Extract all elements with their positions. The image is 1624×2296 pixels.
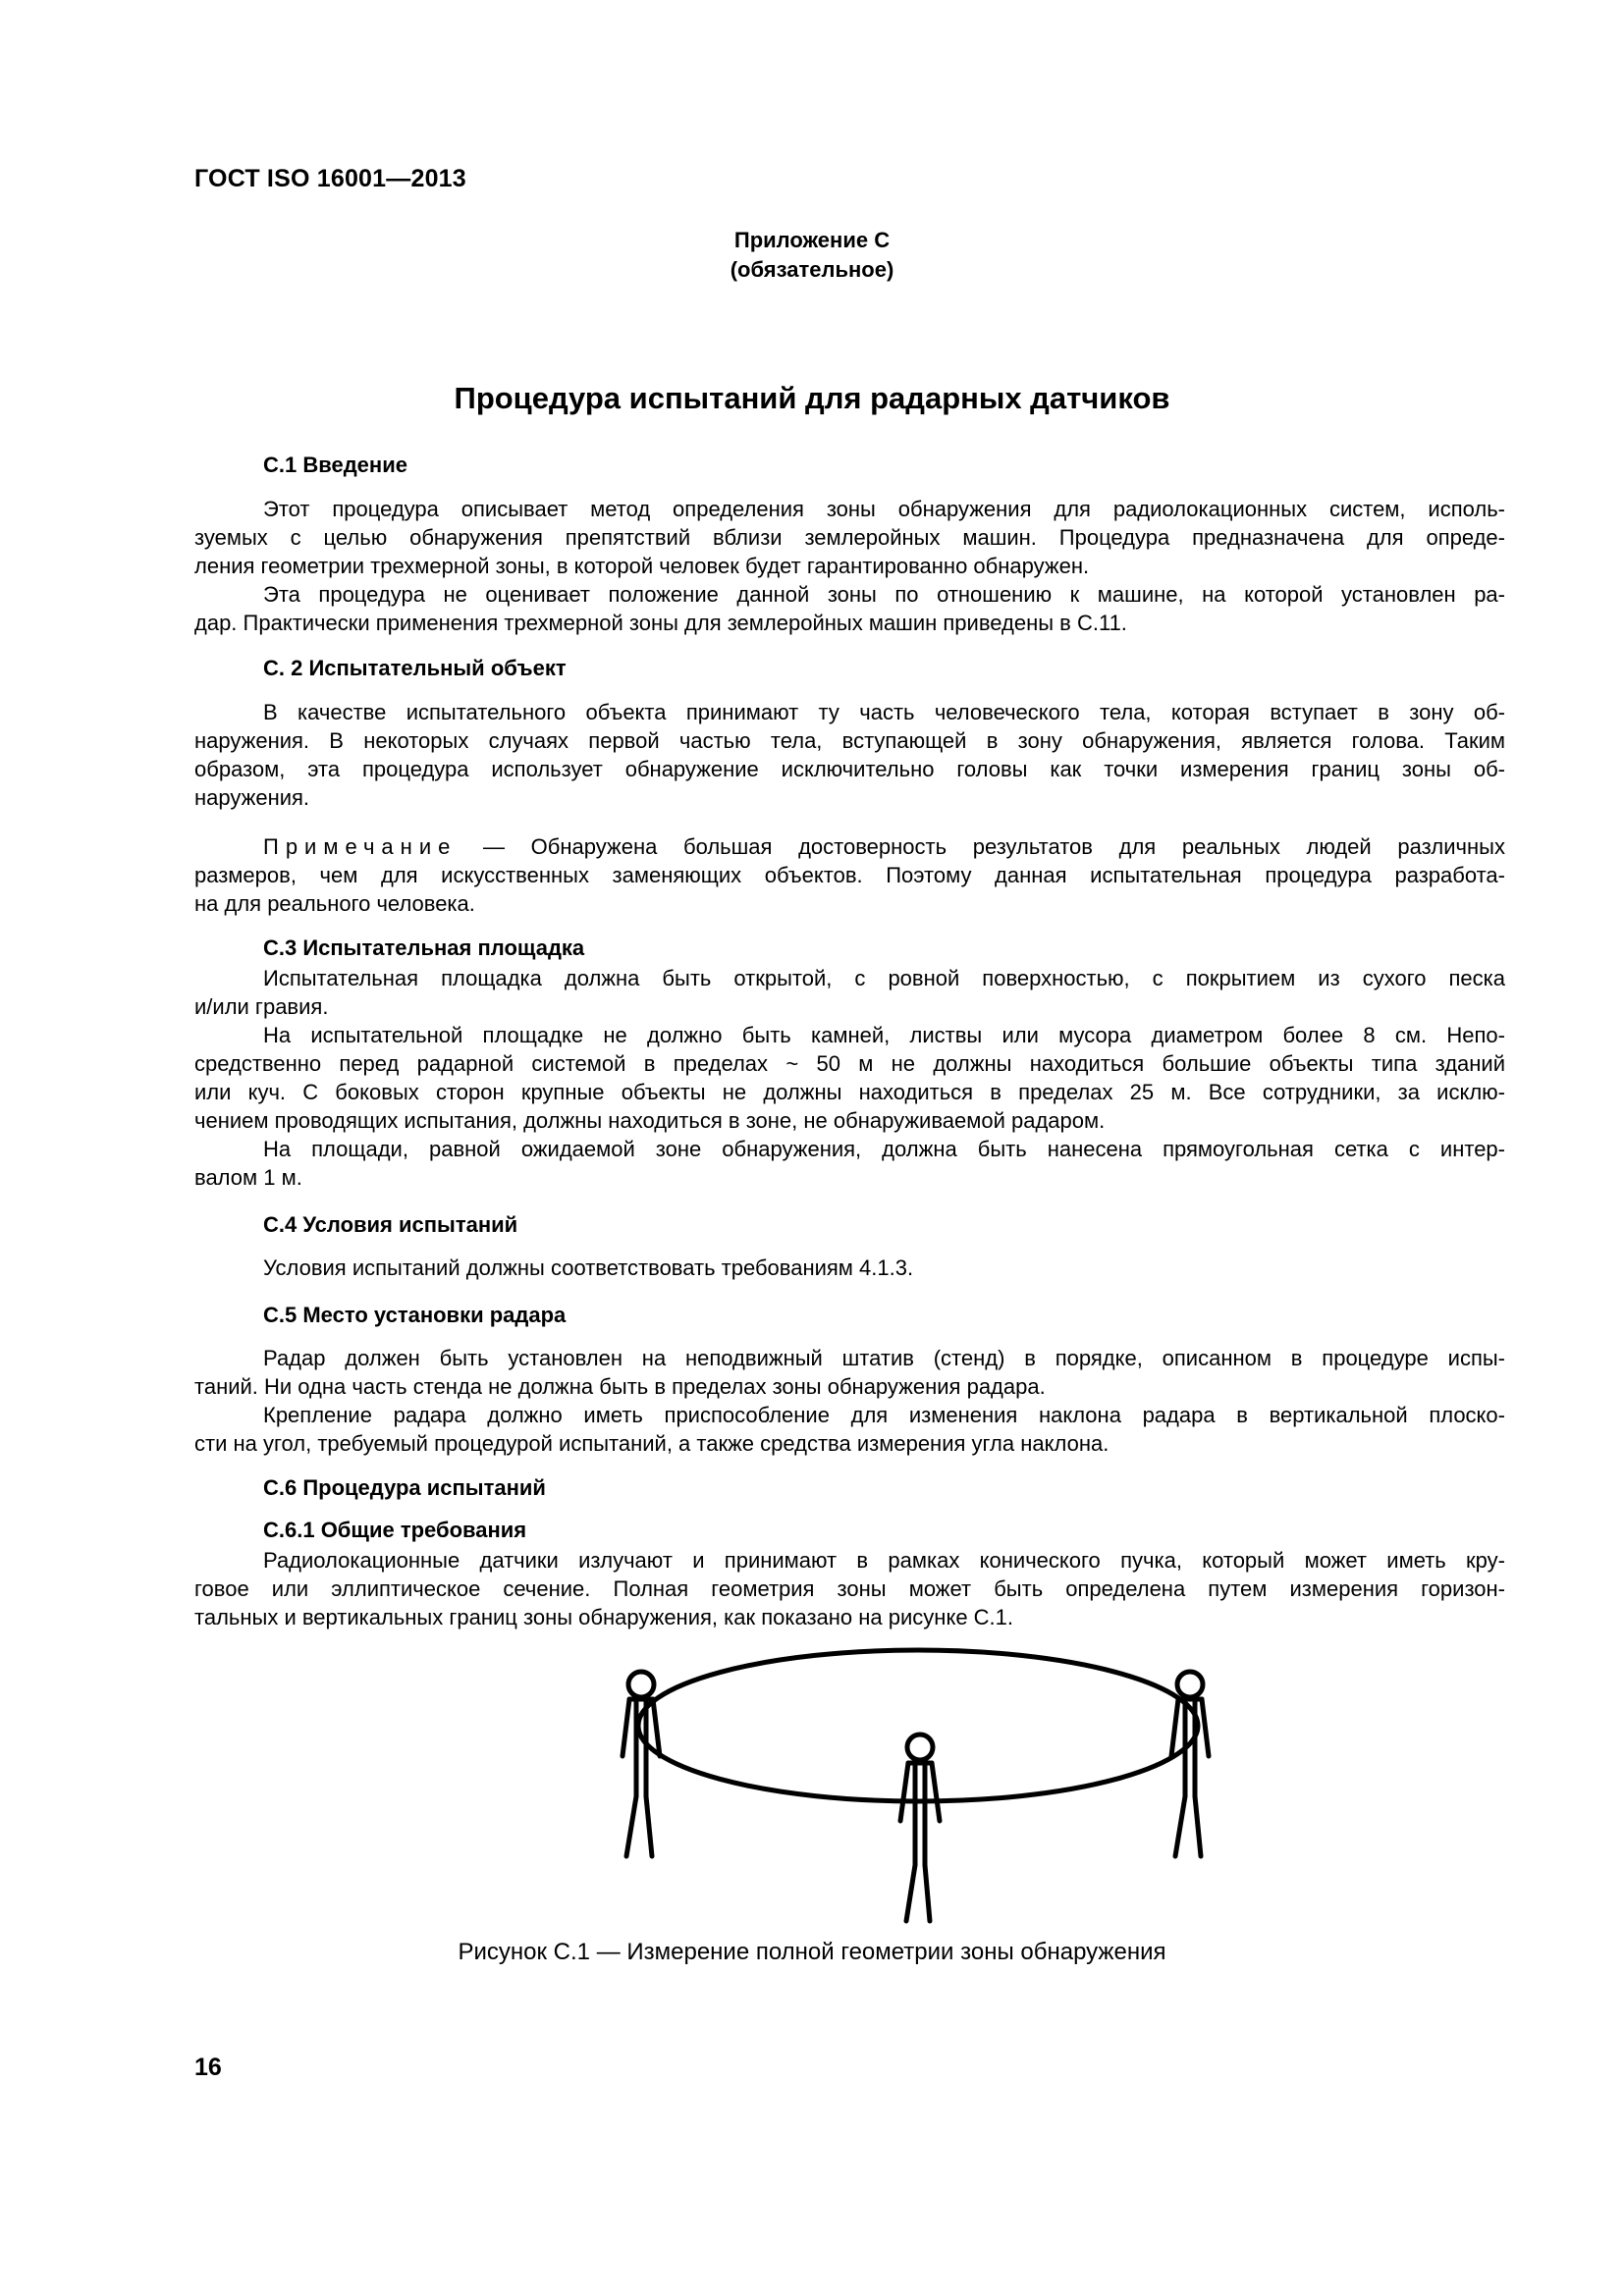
person-figure-center [900,1735,940,1921]
text-line: На площади, равной ожидаемой зоне обнаружения, должна быть нанесена прямоугольная сетка с интер- [263,1137,1505,1161]
text-line: валом 1 м. [194,1165,302,1190]
text-line [194,832,1505,861]
paragraph-c5 [194,1344,1505,1458]
text-line: Радиолокационные датчики излучают и принимают в рамках конического пучка, который может иметь кру- [263,1548,1505,1573]
text-line: Радар должен быть установлен на неподвижный штатив (стенд) в порядке, описанном в процедуре испы- [263,1346,1505,1370]
text-line: или куч. С боковых сторон крупные объекты не должны находиться в пределах 25 м. Все сотрудники, за исклю- [194,1080,1505,1104]
text-line: образом, эта процедура использует обнаружение исключительно головы как точки измерения границ зоны об- [194,757,1505,781]
text-line: Эта процедура не оценивает положение данной зоны по отношению к машине, на которой установлен ра- [263,582,1505,607]
text-line: сти на угол, требуемый процедурой испытаний, а также средства измерения угла наклона. [194,1431,1110,1456]
text-line: на для реального человека. [194,891,475,916]
subsection-heading-c6-1: С.6.1 Общие требования [263,1518,527,1542]
text-line: и/или гравия. [194,994,329,1019]
text-line: говое или эллиптическое сечение. Полная геометрия зоны может быть определена путем измерения горизон- [194,1576,1505,1601]
text-line: тальных и вертикальных границ зоны обнаружения, как показано на рисунке С.1. [194,1605,1014,1629]
text-line: ления геометрии трехмерной зоны, в которой человек будет гарантированно обнаружен. [194,554,1090,578]
detection-zone-ellipse [638,1650,1198,1801]
document-header: ГОСТ ISO 16001—2013 [194,165,466,192]
annex-title: Приложение С [733,228,891,252]
person-figure-right [1171,1672,1209,1856]
figure-caption: Рисунок С.1 — Измерение полной геометрии зоны обнаружения [458,1939,1166,1965]
note-label: Примечание [263,834,458,859]
paragraph-c4 [194,1254,1505,1282]
text-line: Испытательная площадка должна быть открытой, с ровной поверхностью, с покрытием из сухого песка [263,966,1505,990]
text-line: Крепление радара должно иметь приспособление для изменения наклона радара в вертикальной плоско- [263,1403,1505,1427]
section-heading-c3: С.3 Испытательная площадка [263,935,585,960]
text-line: зуемых с целью обнаружения препятствий вблизи землеройных машин. Процедура предназначена для опреде- [194,525,1505,550]
section-heading-c4: С.4 Условия испытаний [263,1212,518,1237]
text-line: чением проводящих испытания, должны находиться в зоне, не обнаруживаемой радаром. [194,1108,1106,1133]
detection-zone-figure [579,1634,1247,1929]
text-line: таний. Ни одна часть стенда не должна быть в пределах зоны обнаружения радара. [194,1374,1046,1399]
text-line: наружения. [194,785,310,810]
page-number: 16 [194,2054,222,2081]
section-heading-c5: С.5 Место установки радара [263,1303,567,1327]
annex-status: (обязательное) [730,257,894,282]
text-line: дар. Практически применения трехмерной зоны для землеройных машин приведены в С.11. [194,611,1127,635]
text-line: размеров, чем для искусственных заменяющих объектов. Поэтому данная испытательная процедура разработа- [194,863,1505,887]
paragraph-c2-1 [194,698,1505,812]
note-c2 [194,832,1505,918]
text-line: В качестве испытательного объекта принимают ту часть человеческого тела, которая вступает в зону об- [263,700,1505,724]
paragraph-c6-1 [194,1546,1505,1631]
page-title: Процедура испытаний для радарных датчиков [454,381,1170,415]
text-line: Этот процедура описывает метод определения зоны обнаружения для радиолокационных систем, исполь- [263,497,1505,521]
paragraph-c1-1 [194,495,1505,637]
section-heading-c1: С.1 Введение [263,453,407,477]
note-text: — Обнаружена большая достоверность результатов для реальных людей различных [483,834,1505,859]
text-line: На испытательной площадке не должно быть камней, листвы или мусора диаметром более 8 см. Непо- [263,1023,1505,1047]
person-figure-left [623,1672,660,1856]
section-heading-c2: С. 2 Испытательный объект [263,656,567,680]
text-line: Условия испытаний должны соответствовать требованиям 4.1.3. [263,1255,914,1280]
section-heading-c6: С.6 Процедура испытаний [263,1475,546,1500]
text-line: средственно перед радарной системой в пределах ~ 50 м не должны находиться большие объекты типа зданий [194,1051,1505,1076]
text-line: наружения. В некоторых случаях первой частью тела, вступающей в зону обнаружения, является голова. Таким [194,728,1505,753]
paragraph-c3 [194,964,1505,1192]
